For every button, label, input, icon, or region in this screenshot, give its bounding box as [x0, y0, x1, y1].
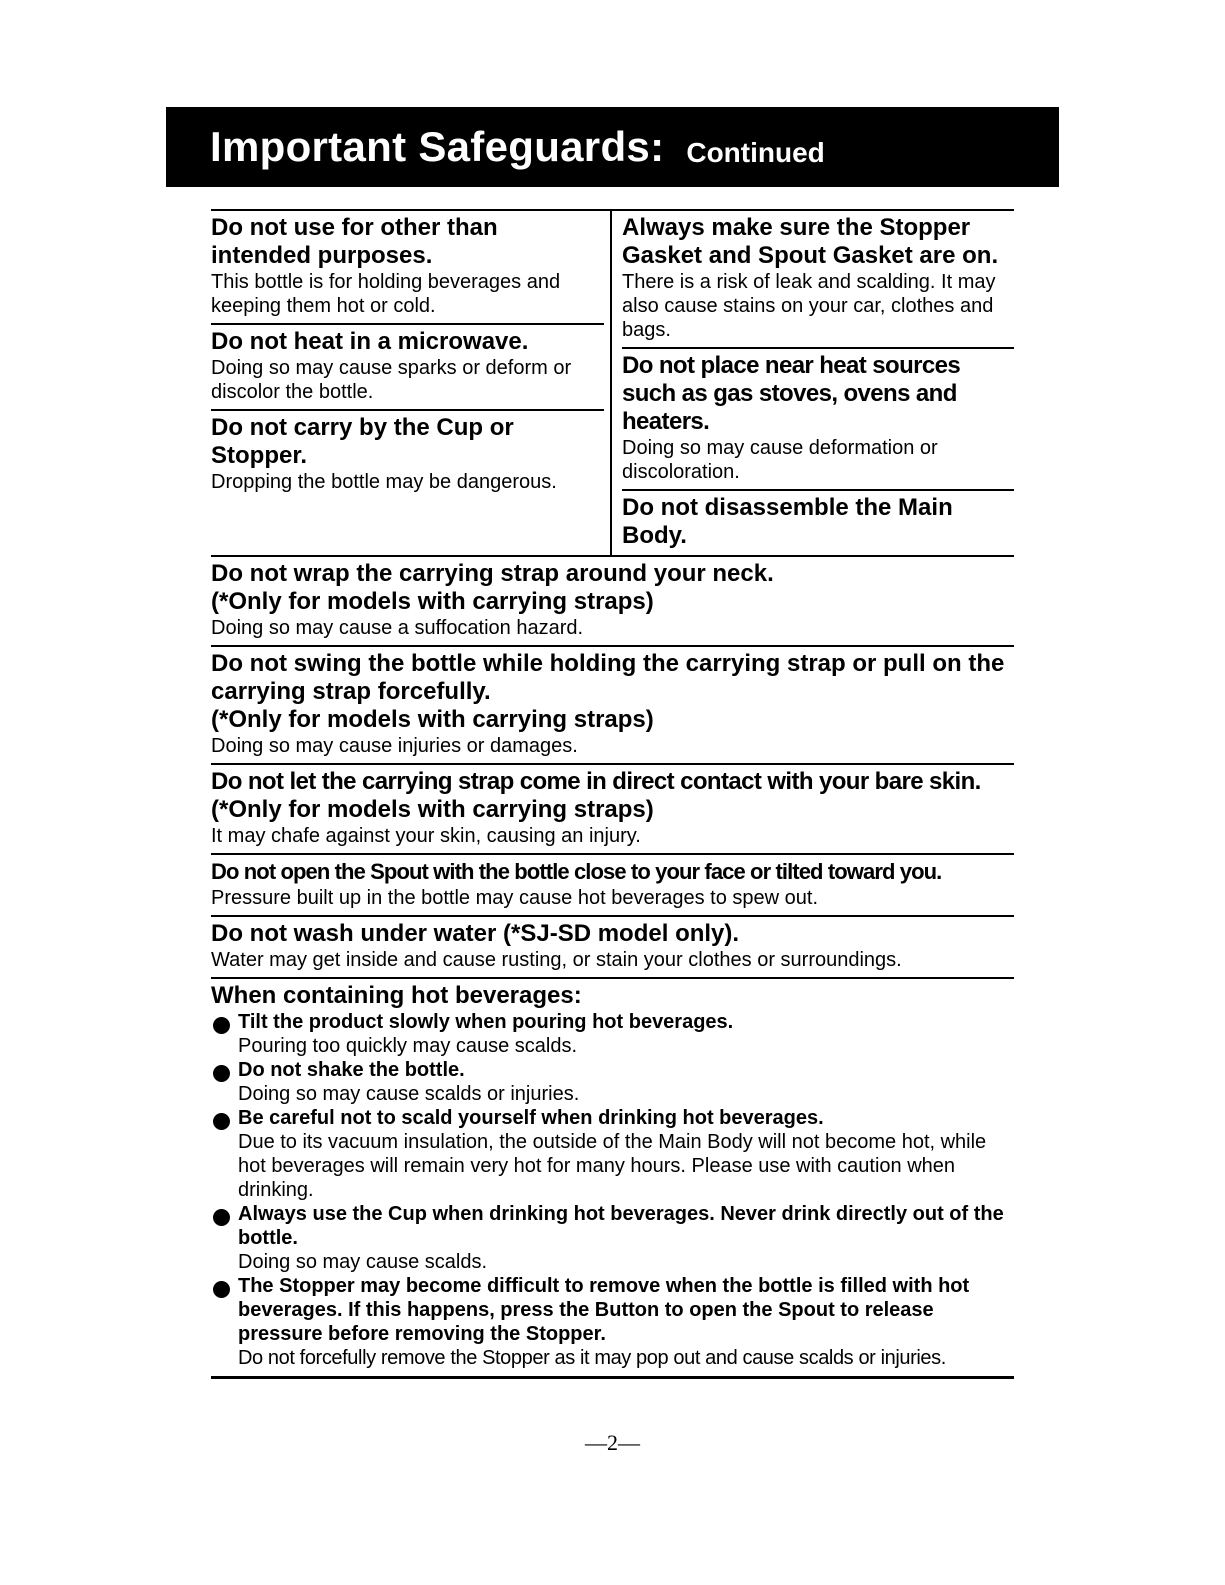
- bullet-icon: [213, 1017, 230, 1034]
- safeguard-body: Pressure built up in the bottle may cause hot beverages to spew out.: [211, 887, 819, 909]
- hot-beverages-section: [211, 977, 1014, 1379]
- list-item: [211, 1274, 1014, 1370]
- safeguard-body: Doing so may cause injuries or damages.: [211, 735, 578, 757]
- list-item: [211, 1010, 1014, 1058]
- safeguard-heading: Do not swing the bottle while holding the carrying strap or pull on the carrying strap forcefully.: [211, 650, 1005, 705]
- list-item: [211, 1058, 1014, 1106]
- item-heading: Do not shake the bottle.: [238, 1059, 465, 1081]
- page-number: —2—: [585, 1430, 640, 1455]
- safeguard-item: [211, 763, 1014, 853]
- safeguard-body: It may chafe against your skin, causing an injury.: [211, 825, 641, 847]
- list-item: [211, 1106, 1014, 1202]
- header-banner: [166, 107, 1059, 187]
- safeguard-heading: Always make sure the Stopper Gasket and Spout Gasket are on.: [622, 214, 999, 269]
- safeguard-heading: Do not place near heat sources such as gas stoves, ovens and heaters.: [622, 352, 961, 435]
- safeguard-heading: Do not carry by the Cup or Stopper.: [211, 414, 514, 469]
- safeguard-item: [211, 323, 604, 409]
- safeguard-item: [211, 853, 1014, 915]
- left-column: [211, 211, 612, 555]
- item-heading: Always use the Cup when drinking hot beverages. Never drink directly out of the bottle.: [238, 1203, 1004, 1249]
- safeguard-item: [211, 915, 1014, 977]
- safeguard-heading: Do not disassemble the Main Body.: [622, 494, 953, 549]
- safeguard-body: This bottle is for holding beverages and keeping them hot or cold.: [211, 271, 561, 317]
- safeguard-body: Doing so may cause a suffocation hazard.: [211, 617, 584, 639]
- item-body: Doing so may cause scalds.: [238, 1251, 488, 1273]
- item-body: Do not forcefully remove the Stopper as it may pop out and cause scalds or injuries.: [238, 1347, 946, 1369]
- safeguard-heading: Do not wash under water (*SJ-SD model only).: [211, 920, 740, 947]
- safeguard-body: There is a risk of leak and scalding. It may also cause stains on your car, clothes and bags.: [622, 271, 996, 341]
- safeguard-item: [622, 211, 1014, 347]
- safeguard-body: Doing so may cause sparks or deform or discolor the bottle.: [211, 357, 572, 403]
- bullet-icon: [213, 1209, 230, 1226]
- safeguards-content: [211, 209, 1014, 1379]
- safeguard-item: [622, 347, 1014, 489]
- safeguard-heading: Do not heat in a microwave.: [211, 328, 529, 355]
- bullet-icon: [213, 1281, 230, 1298]
- safeguard-heading: Do not wrap the carrying strap around your neck.: [211, 560, 774, 587]
- item-heading: Be careful not to scald yourself when drinking hot beverages.: [238, 1107, 824, 1129]
- safeguard-note: (*Only for models with carrying straps): [211, 796, 654, 823]
- safeguard-heading: Do not use for other than intended purposes.: [211, 214, 498, 269]
- safeguard-item: [211, 555, 1014, 645]
- safeguard-body: Dropping the bottle may be dangerous.: [211, 471, 557, 493]
- page-title: Important Safeguards:: [210, 123, 665, 170]
- safeguard-note: (*Only for models with carrying straps): [211, 588, 654, 615]
- page-subtitle: Continued: [686, 137, 825, 168]
- item-body: Due to its vacuum insulation, the outside of the Main Body will not become hot, while hot beverages will remain very hot for many hours. Please use with caution when drinking.: [238, 1131, 987, 1201]
- safeguard-item: [211, 211, 604, 323]
- item-heading: The Stopper may become difficult to remove when the bottle is filled with hot beverages. If this happens, press the Button to open the Spout to release pressure before removing the Stopper.: [238, 1275, 970, 1345]
- list-item: [211, 1202, 1014, 1274]
- item-heading: Tilt the product slowly when pouring hot beverages.: [238, 1011, 734, 1033]
- safeguard-heading: Do not open the Spout with the bottle close to your face or tilted toward you.: [211, 859, 942, 884]
- safeguard-item: [211, 409, 604, 499]
- hot-beverages-heading: When containing hot beverages:: [211, 982, 582, 1009]
- safeguard-body: Doing so may cause deformation or discoloration.: [622, 437, 938, 483]
- item-body: Pouring too quickly may cause scalds.: [238, 1035, 578, 1057]
- safeguard-body: Water may get inside and cause rusting, or stain your clothes or surroundings.: [211, 949, 902, 971]
- safeguard-item: [622, 489, 1014, 555]
- safeguard-note: (*Only for models with carrying straps): [211, 706, 654, 733]
- right-column: [612, 211, 1014, 555]
- item-body: Doing so may cause scalds or injuries.: [238, 1083, 580, 1105]
- bullet-icon: [213, 1113, 230, 1130]
- bullet-icon: [213, 1065, 230, 1082]
- two-column-section: [211, 209, 1014, 555]
- safeguard-heading: Do not let the carrying strap come in direct contact with your bare skin.: [211, 768, 981, 795]
- safeguard-item: [211, 645, 1014, 763]
